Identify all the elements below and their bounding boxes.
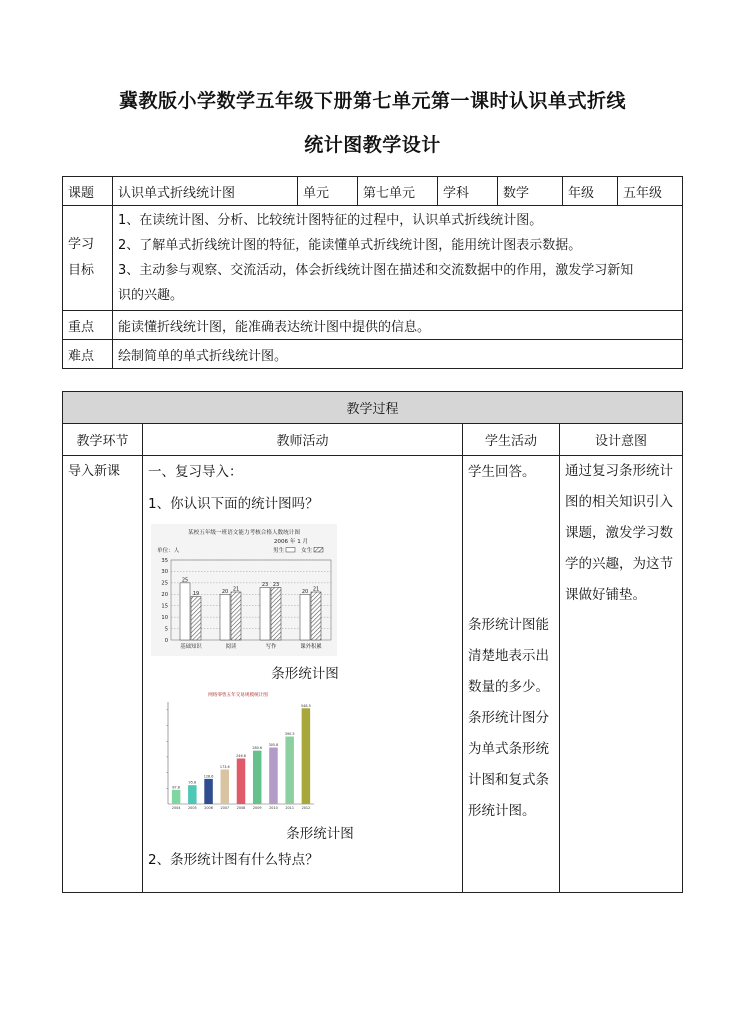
chart1-title: 某校五年级一班语文能力考核合格人数统计图 <box>188 530 300 536</box>
chart2-x-tick: 2005 <box>188 806 197 810</box>
chart1-x-tick: 基础知识 <box>180 644 202 650</box>
teacher-step-2: 1、你认识下面的统计图吗？ <box>148 496 319 512</box>
chart2-x-tick: 2012 <box>301 806 311 810</box>
unit-value: 第七单元 <box>358 177 438 206</box>
chart-caption-1: 条形统计图 <box>271 666 339 682</box>
chart1-data-label: 20 <box>221 588 229 595</box>
goal-item-2: 2、了解单式折线统计图的特征，能读懂单式折线统计图，能用统计图表示数据。 <box>118 238 582 253</box>
info-row-topic <box>63 177 683 206</box>
chart1-bar <box>311 592 321 640</box>
chart1-x-tick: 课外积累 <box>300 644 322 650</box>
chart2-x-tick: 2008 <box>236 806 246 810</box>
difficulty-label: 难点 <box>63 340 113 369</box>
intent-cell <box>560 456 683 893</box>
chart1-legend-label: 女生 <box>301 548 313 554</box>
chart1-legend-swatch <box>286 548 295 553</box>
chart1-legend-swatch <box>314 548 323 553</box>
chart1-x-tick: 写作 <box>265 644 277 650</box>
unit-label: 单元 <box>298 177 358 206</box>
key-value: 能读懂折线统计图，能准确表达统计图中提供的信息。 <box>113 311 683 340</box>
bar-chart-literacy <box>151 524 337 656</box>
chart1-bar <box>271 587 281 640</box>
goal-item-3: 3、主动参与观察、交流活动，体会折线统计图在描述和交流数据中的作用，激发学习新知 <box>118 263 634 278</box>
chart1-data-label: 19 <box>192 591 200 598</box>
chart2-bar <box>302 708 311 804</box>
teacher-step-1: 一、复习导入： <box>148 464 243 480</box>
chart2-bar <box>221 769 230 804</box>
chart1-y-tick: 25 <box>161 580 168 587</box>
chart2-data-label: 246.6 <box>236 753 246 758</box>
chart1-y-tick: 10 <box>161 614 168 621</box>
chart1-y-tick: 20 <box>161 592 168 599</box>
col-stage-header: 教学环节 <box>63 424 143 456</box>
chart2-data-label: 95.8 <box>188 780 197 785</box>
grade-label: 年级 <box>563 177 618 206</box>
chart2-bar <box>188 785 197 804</box>
topic-label: 课题 <box>63 177 113 206</box>
chart2-data-label: 87.8 <box>172 785 180 790</box>
goal-item-3-continued: 识的兴趣。 <box>118 288 184 303</box>
chart2-data-label: 390.5 <box>284 732 295 737</box>
chart1-x-tick: 阅读 <box>225 644 237 650</box>
chart2-x-tick: 2007 <box>220 806 230 810</box>
chart1-data-label: 25 <box>181 577 189 584</box>
chart2-x-tick: 2004 <box>171 806 181 810</box>
process-row-intro <box>63 456 683 893</box>
chart1-data-label: 21 <box>312 586 320 593</box>
col-student-header: 学生活动 <box>463 424 560 456</box>
chart2-bar <box>253 751 262 804</box>
col-teacher-header: 教师活动 <box>143 424 463 456</box>
chart2-x-tick: 2006 <box>204 806 213 810</box>
stage-text: 导入新课 <box>68 464 121 479</box>
chart2-bar <box>204 779 213 804</box>
chart1-y-tick: 0 <box>164 637 168 644</box>
chart2-data-label: 173.6 <box>219 764 230 769</box>
goals-label-line-2: 目标 <box>68 263 95 278</box>
col-intent-header: 设计意图 <box>560 424 683 456</box>
chart1-bar <box>180 583 190 640</box>
chart1-bar <box>260 587 270 640</box>
process-columns-row <box>63 424 683 456</box>
chart1-data-label: 23 <box>261 581 269 588</box>
chart1-unit-label: 单位：人 <box>157 548 180 554</box>
topic-value: 认识单式折线统计图 <box>113 177 298 206</box>
chart1-data-label: 21 <box>232 586 240 593</box>
stage-cell <box>63 456 143 893</box>
lesson-info-table <box>62 176 683 369</box>
document-title-line-1: 冀教版小学数学五年级下册第七单元第一课时认识单式折线 <box>118 90 626 112</box>
student-cell <box>463 456 560 893</box>
chart2-bar <box>269 748 278 804</box>
goals-content <box>113 206 683 311</box>
chart2-x-tick: 2011 <box>285 806 294 810</box>
key-label: 重点 <box>63 311 113 340</box>
chart1-legend-label: 男生 <box>273 548 285 554</box>
chart1-data-label: 23 <box>272 581 280 588</box>
teacher-cell <box>143 456 463 893</box>
chart1-subtitle: 2006 年 1 月 <box>273 539 309 545</box>
bar-chart-online-retail <box>158 688 318 816</box>
chart2-title: 网络零售五年交易规模统计图 <box>208 693 268 698</box>
chart1-bar <box>231 592 241 640</box>
difficulty-value: 绘制简单的单式折线统计图。 <box>113 340 683 369</box>
process-header-row <box>63 392 683 424</box>
chart2-data-label: 280.6 <box>252 746 263 751</box>
chart1-y-tick: 5 <box>164 626 168 633</box>
info-row-goals <box>63 206 683 311</box>
info-row-difficulty <box>63 340 683 369</box>
teacher-step-3: 2、条形统计图有什么特点？ <box>148 852 319 868</box>
student-activity-3: 条形统计图分为单式条形统计图和复式条形统计图。 <box>468 710 549 819</box>
chart1-bar <box>191 597 201 640</box>
chart1-bar <box>300 594 310 640</box>
chart2-bar <box>285 737 294 804</box>
chart1-bar <box>220 594 230 640</box>
goals-label <box>63 206 113 311</box>
chart2-bar <box>237 758 246 804</box>
chart2-data-label: 305.8 <box>268 743 279 748</box>
chart-caption-2: 条形统计图 <box>286 826 354 842</box>
subject-value: 数学 <box>498 177 563 206</box>
chart2-data-label: 128.6 <box>203 774 214 779</box>
student-activity-2: 条形统计图能清楚地表示出数量的多少。 <box>468 617 549 695</box>
chart1-data-label: 20 <box>301 588 309 595</box>
goals-label-line-1: 学习 <box>68 237 95 252</box>
student-activity-1: 学生回答。 <box>468 464 536 480</box>
grade-value: 五年级 <box>618 177 683 206</box>
chart1-y-tick: 15 <box>161 603 168 610</box>
design-intent-text: 通过复习条形统计图的相关知识引入课题，激发学习数学的兴趣，为这节课做好铺垫。 <box>565 463 673 603</box>
chart1-y-tick: 30 <box>161 569 168 576</box>
info-row-key <box>63 311 683 340</box>
document-title-line-2: 统计图教学设计 <box>304 134 441 156</box>
subject-label: 学科 <box>438 177 498 206</box>
chart2-data-label: 548.5 <box>301 703 311 708</box>
chart2-x-tick: 2009 <box>252 806 262 810</box>
teaching-process-table <box>62 391 683 893</box>
chart2-x-tick: 2010 <box>269 806 278 810</box>
process-header: 教学过程 <box>63 392 683 424</box>
chart1-y-tick: 35 <box>161 557 168 564</box>
chart2-bar <box>172 790 181 804</box>
goal-item-1: 1、在读统计图、分析、比较统计图特征的过程中，认识单式折线统计图。 <box>118 213 543 228</box>
